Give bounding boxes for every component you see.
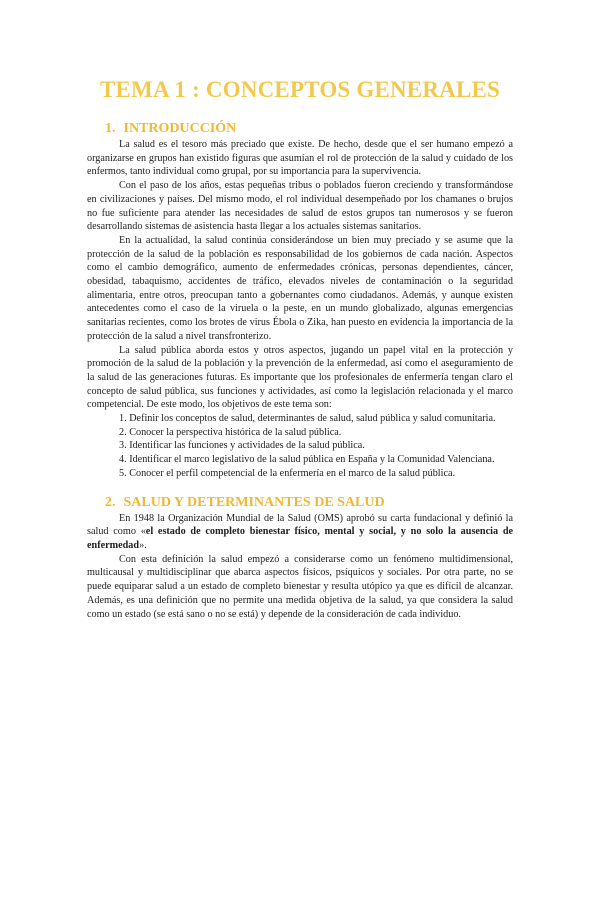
list-item (87, 467, 513, 481)
document-title: TEMA 1 : CONCEPTOS GENERALES (99, 77, 501, 102)
list-item (87, 412, 513, 426)
document-page (0, 76, 600, 924)
objectives-list (87, 412, 513, 481)
paragraph: La salud es el tesoro más preciado que existe. De hecho, desde que el ser humano empezó a organizarse en grupos han existido figuras que asumían el rol de protección de la salud y cuidado de los enfermos, tanto individual como grupal, por su importancia para la supervivencia. (87, 139, 513, 178)
objectives-list-wrapper (87, 412, 513, 481)
list-item-text: 2. Conocer la perspectiva histórica de la salud pública. (119, 426, 342, 438)
oms-text-after: ». (139, 539, 147, 551)
list-item-text: 5. Conocer el perfil competencial de la enfermería en el marco de la salud pública. (119, 467, 456, 479)
list-item-text: 4. Identificar el marco legislativo de la salud pública en España y la Comunidad Valenciana. (119, 454, 495, 466)
paragraph: La salud pública aborda estos y otros aspectos, jugando un papel vital en la protección y promoción de la salud de la población y la prevención de la enfermedad, así como el aseguramiento de la salud de las generaciones futuras. Es importante que los profesionales de enfermería tengan claro el concepto de salud pública, sus funciones y actividades, así como la legislación relacionada y el marco competencial. De este modo, los objetivos de este tema son: (87, 344, 513, 411)
paragraph: Con esta definición la salud empezó a considerarse como un fenómeno multidimensional, multicausal y multidisciplinar que abarca aspectos físicos, psíquicos y sociales. Por otra parte, no se puede equiparar salud a un estado de completo bienestar y resulta utópico ya que es difícil de alcanzar. Además, es una definición que no permite una medida objetiva de la salud, ya que considera la salud como un estado (se está sano o no se está) y depende de la consideración de cada individuo. (87, 553, 513, 620)
section-title: INTRODUCCIÓN (123, 121, 237, 136)
paragraph-oms-definition (87, 512, 513, 553)
section-salud-determinantes (87, 494, 513, 622)
section-number: 1. (105, 121, 116, 136)
section-introduccion (87, 120, 513, 481)
section-heading (87, 120, 513, 138)
section-heading (87, 494, 513, 512)
list-item-text: 3. Identificar las funciones y actividades de la salud pública. (119, 440, 365, 452)
section-title: SALUD Y DETERMINANTES DE SALUD (123, 494, 385, 510)
paragraph: En la actualidad, la salud continúa considerándose un bien muy preciado y se asume que la protección de la salud de la población es responsabilidad de los gobiernos de cada nación. Aspectos como el cambio demográfico, aumento de enfermedades crónicas, personas dependientes, cáncer, obesidad, tabaquismo, accidentes de tráfico, elevados niveles de contaminación o la seguridad alimentaria, entre otros, preocupan tanto a gobernantes como ciudadanos. Además, y aunque existen antecedentes como el caso de la viruela o la peste, en un mundo globalizado, algunas emergencias sanitarias recientes, como los brotes de virus Ébola o Zika, han puesto en evidencia la importancia de la protección de la salud a nivel transfronterizo. (87, 234, 513, 342)
list-item (87, 426, 513, 440)
section-number: 2. (105, 494, 116, 510)
paragraph: Con el paso de los años, estas pequeñas tribus o poblados fueron creciendo y transformándose en civilizaciones y países. Del mismo modo, el rol individual desempeñado por los chamanes o brujos no fue suficiente para atender las necesidades de salud de estos grupos tan numerosos y se fueron desarrollando sistemas de asistencia hasta llegar a los actuales sistemas sanitarios. (87, 180, 513, 233)
list-item-text: 1. Definir los conceptos de salud, determinantes de salud, salud pública y salud comunitaria. (119, 413, 496, 425)
oms-definition-bold: el estado de completo bienestar físico, mental y social, y no solo la ausencia de enfermedad (87, 526, 514, 551)
oms-text-before: En 1948 la Organización Mundial de la Salud (OMS) aprobó su carta fundacional y definió la salud como « (87, 512, 513, 538)
list-item (87, 439, 513, 453)
list-item (87, 453, 513, 467)
